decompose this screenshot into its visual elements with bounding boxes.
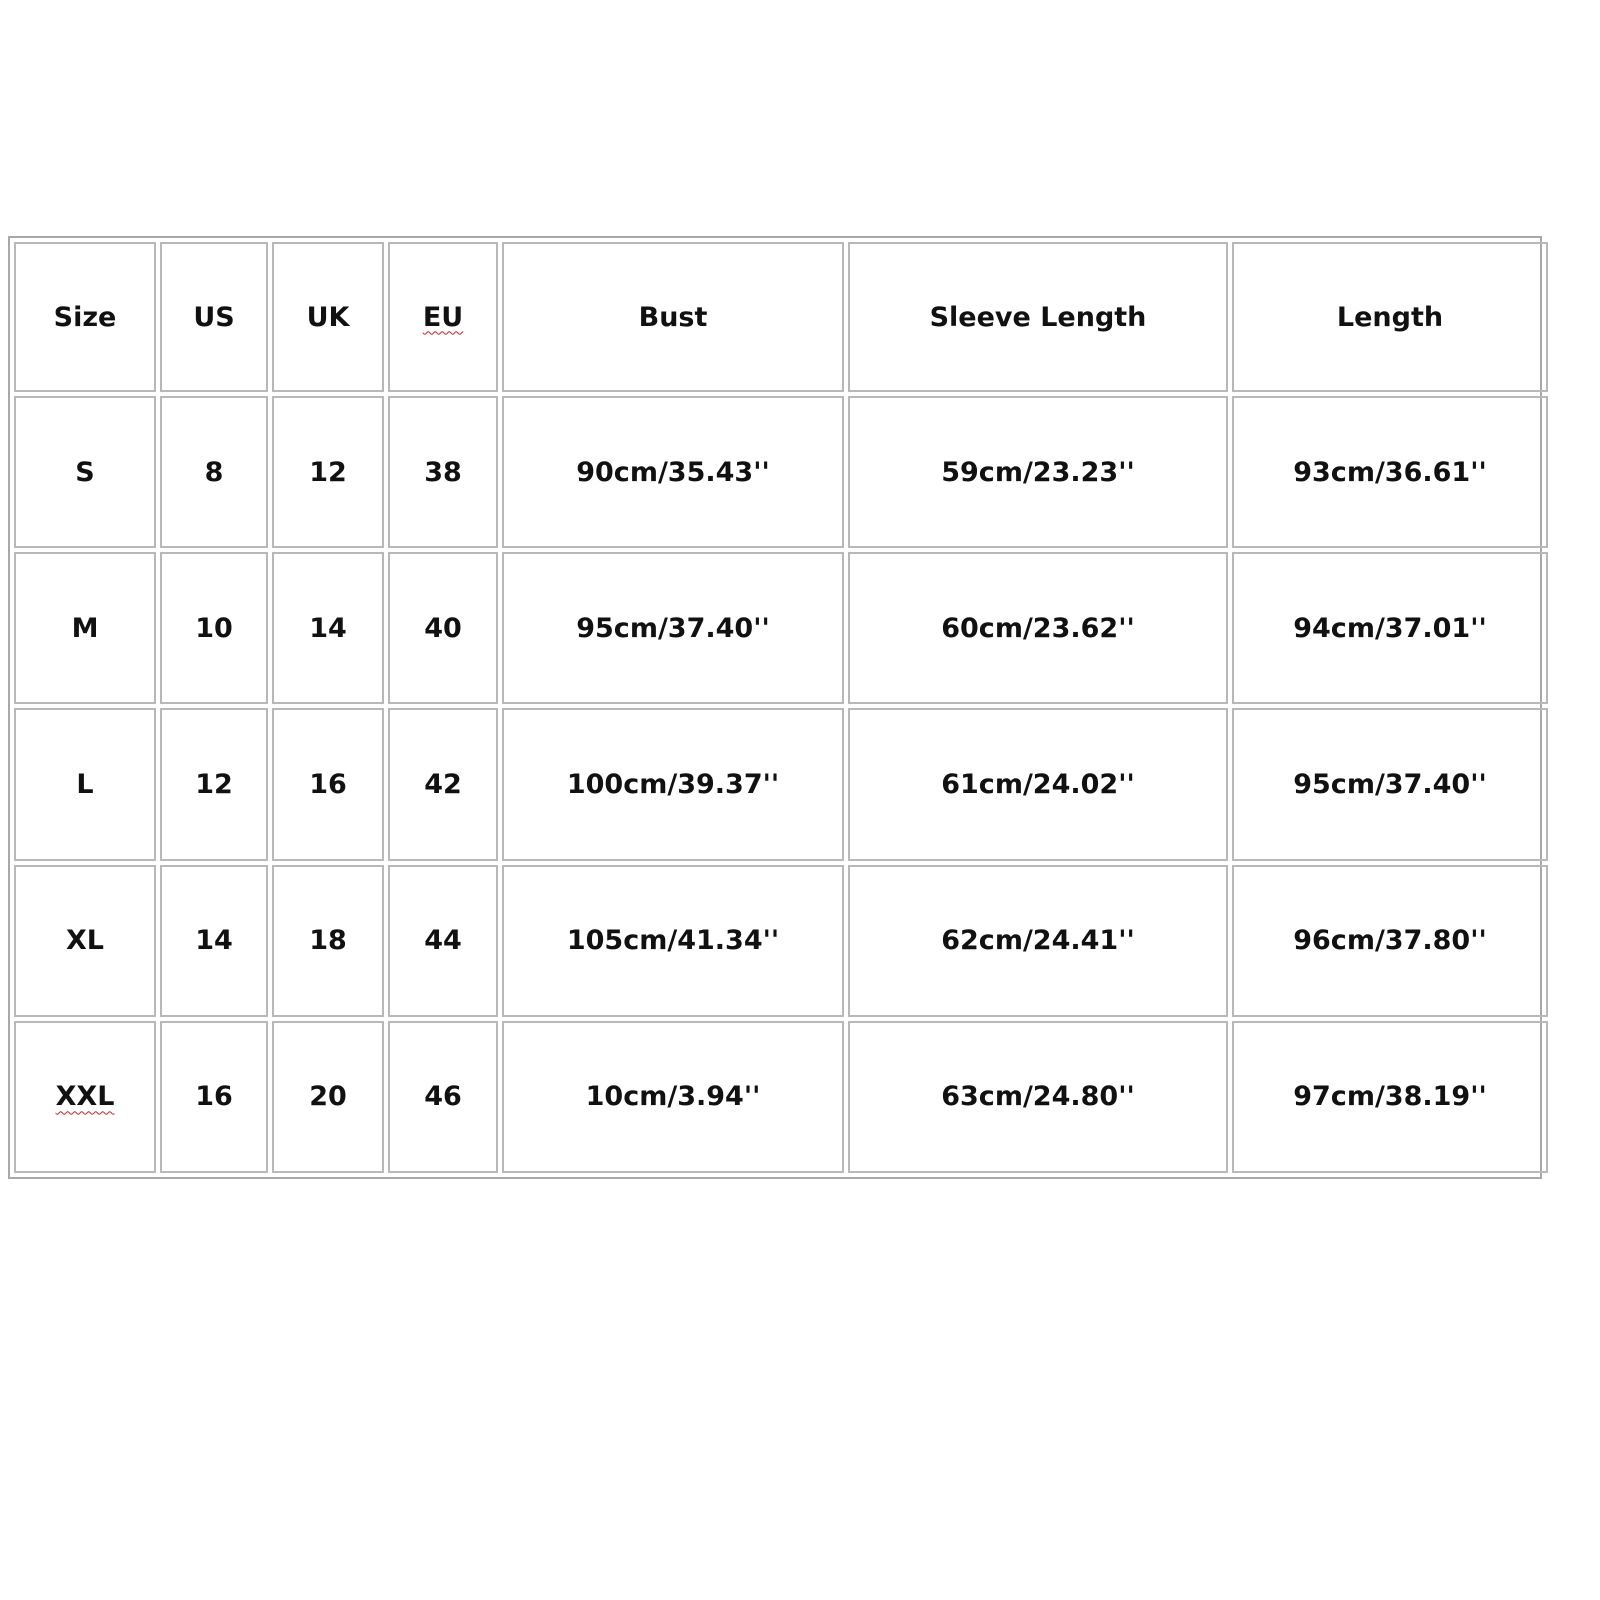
cell-size: XL <box>14 865 156 1017</box>
header-uk: UK <box>272 242 384 392</box>
cell-bust: 90cm/35.43'' <box>502 396 844 548</box>
cell-uk: 18 <box>272 865 384 1017</box>
cell-sleeve-length: 59cm/23.23'' <box>848 396 1228 548</box>
cell-sleeve-length: 62cm/24.41'' <box>848 865 1228 1017</box>
table-row <box>14 865 1548 1017</box>
cell-bust: 100cm/39.37'' <box>502 708 844 860</box>
cell-size: M <box>14 552 156 704</box>
cell-uk: 12 <box>272 396 384 548</box>
cell-us: 8 <box>160 396 268 548</box>
cell-us: 14 <box>160 865 268 1017</box>
cell-length: 95cm/37.40'' <box>1232 708 1548 860</box>
cell-size: S <box>14 396 156 548</box>
cell-length: 94cm/37.01'' <box>1232 552 1548 704</box>
cell-uk: 16 <box>272 708 384 860</box>
cell-sleeve-length: 60cm/23.62'' <box>848 552 1228 704</box>
table-row <box>14 396 1548 548</box>
cell-eu: 42 <box>388 708 498 860</box>
cell-size: L <box>14 708 156 860</box>
cell-us: 12 <box>160 708 268 860</box>
header-bust: Bust <box>502 242 844 392</box>
cell-bust: 105cm/41.34'' <box>502 865 844 1017</box>
cell-us: 10 <box>160 552 268 704</box>
cell-us: 16 <box>160 1021 268 1173</box>
size-chart <box>8 236 1542 1179</box>
table-row <box>14 708 1548 860</box>
cell-bust: 95cm/37.40'' <box>502 552 844 704</box>
table-row <box>14 552 1548 704</box>
table-row <box>14 1021 1548 1173</box>
cell-length: 93cm/36.61'' <box>1232 396 1548 548</box>
cell-eu: 44 <box>388 865 498 1017</box>
cell-eu: 46 <box>388 1021 498 1173</box>
header-row <box>14 242 1548 392</box>
header-size: Size <box>14 242 156 392</box>
header-us: US <box>160 242 268 392</box>
header-length: Length <box>1232 242 1548 392</box>
size-chart-table <box>10 238 1552 1177</box>
cell-uk: 20 <box>272 1021 384 1173</box>
cell-length: 97cm/38.19'' <box>1232 1021 1548 1173</box>
header-eu: EU <box>388 242 498 392</box>
cell-eu: 38 <box>388 396 498 548</box>
cell-eu: 40 <box>388 552 498 704</box>
cell-sleeve-length: 63cm/24.80'' <box>848 1021 1228 1173</box>
cell-bust: 10cm/3.94'' <box>502 1021 844 1173</box>
header-sleeve-length: Sleeve Length <box>848 242 1228 392</box>
cell-sleeve-length: 61cm/24.02'' <box>848 708 1228 860</box>
cell-uk: 14 <box>272 552 384 704</box>
cell-size: XXL <box>14 1021 156 1173</box>
cell-length: 96cm/37.80'' <box>1232 865 1548 1017</box>
